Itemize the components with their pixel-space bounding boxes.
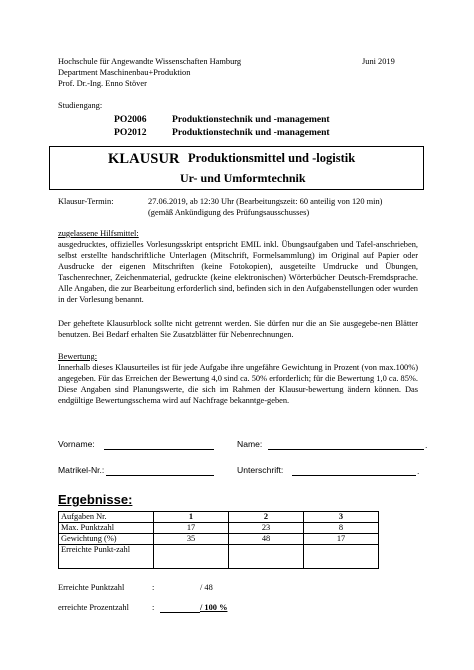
name-field[interactable] bbox=[268, 439, 424, 450]
klausur-label: KLAUSUR bbox=[108, 151, 180, 167]
table-row bbox=[59, 545, 379, 569]
table-row bbox=[59, 534, 379, 545]
klausurblock-text: Der geheftete Klausurblock sollte nicht getrennt werden. Sie dürfen nur die an Sie ausgegebe-nen Blätter benutzen. Bei Bedarf erhalten Sie Zusatzblätter für Nebenrechnungen. bbox=[58, 319, 418, 339]
course-name: Produktionstechnik und -management bbox=[172, 114, 330, 125]
punktzahl-colon: : bbox=[152, 583, 155, 592]
unterschrift-label: Unterschrift: bbox=[237, 465, 284, 475]
course-code: PO2006 bbox=[114, 114, 147, 125]
matrikel-field[interactable] bbox=[106, 465, 214, 476]
termin-value bbox=[148, 196, 428, 218]
exam-title-box bbox=[49, 146, 424, 190]
table-cell: 2 bbox=[229, 512, 304, 523]
course-line bbox=[114, 127, 330, 139]
score-input-cell[interactable] bbox=[304, 545, 379, 569]
table-cell: 48 bbox=[229, 534, 304, 545]
course-code: PO2012 bbox=[114, 127, 147, 138]
score-input-cell[interactable] bbox=[154, 545, 229, 569]
header-line: Department Maschinenbau+Produktion bbox=[58, 68, 191, 77]
table-row bbox=[59, 512, 379, 523]
table-row bbox=[59, 523, 379, 534]
score-input-cell[interactable] bbox=[229, 545, 304, 569]
table-cell: 1 bbox=[154, 512, 229, 523]
ergebnisse-heading: Ergebnisse: bbox=[58, 492, 133, 507]
termin-label: Klausur-Termin: bbox=[58, 197, 114, 206]
row-label: Erreichte Punkt-zahl bbox=[59, 545, 154, 569]
table-cell: 17 bbox=[304, 534, 379, 545]
punktzahl-value: / 48 bbox=[200, 583, 213, 592]
termin-line: 27.06.2019, ab 12:30 Uhr (Bearbeitungszeit: 60 anteilig von 120 min) bbox=[148, 197, 383, 206]
table-cell: 35 bbox=[154, 534, 229, 545]
bewertung-section bbox=[58, 351, 418, 406]
row-label: Max. Punktzahl bbox=[59, 523, 154, 534]
punktzahl-label: Erreichte Punktzahl bbox=[58, 583, 125, 592]
studiengang-label: Studiengang: bbox=[58, 101, 103, 110]
results-table bbox=[58, 511, 379, 569]
bewertung-text: Innerhalb dieses Klausurteiles ist für jede Aufgabe ihre ungefähre Gewichtung in Prozent (von max.100%) angegeben. Für das Erreichen der Bewertung 4,0 sind ca. 50% erforderlich; für die Bewertung 1,0 ca. 85%. Diese Angaben sind Planungswerte, die sich im Rahmen der Klausur-bewertung ändern können. Das endgültige Bewertungsschema wird auf Nachfrage bekanntge-geben. bbox=[58, 363, 418, 405]
name-label: Name: bbox=[237, 439, 263, 449]
unterschrift-line-end: . bbox=[417, 466, 420, 476]
table-cell: 3 bbox=[304, 512, 379, 523]
vorname-field[interactable] bbox=[104, 439, 214, 450]
table-cell: 8 bbox=[304, 523, 379, 534]
exam-title: Produktionsmittel und -logistik bbox=[188, 151, 356, 165]
course-line bbox=[114, 114, 330, 126]
klausurblock-section bbox=[58, 318, 418, 340]
vorname-label: Vorname: bbox=[58, 439, 95, 449]
matrikel-label: Matrikel-Nr.: bbox=[58, 465, 105, 475]
hilfsmittel-heading: zugelassene Hilfsmittel: bbox=[58, 229, 139, 238]
bewertung-heading: Bewertung: bbox=[58, 352, 98, 361]
exam-date-header: Juni 2019 bbox=[362, 57, 395, 66]
row-label: Gewichtung (%) bbox=[59, 534, 154, 545]
table-cell: 17 bbox=[154, 523, 229, 534]
prozent-label: erreichte Prozentzahl bbox=[58, 603, 129, 612]
table-cell: 23 bbox=[229, 523, 304, 534]
exam-subtitle: Ur- und Umformtechnik bbox=[180, 171, 306, 185]
hilfsmittel-text: ausgedrucktes, offizielles Vorlesungsskript entspricht EMIL inkl. Übungsaufgaben und Tafel-anschrieben, selbst erstellte handschriftliche Unterlagen (Mitschrift, Formelsammlung) im Original auf Papier oder Ausdrucke der eigenen Mitschriften (keine Fotokopien), ausgeteilte Umdrucke und Übungen, Taschenrechner, Zeichenmaterial, gedruckte (keine elektronischen) Wörterbücher Deutsch-Fremdsprache. Alle Angaben, die zur Bearbeitung erforderlich sind, befinden sich in den Aufgabenstellungen oder wurden in der Vorlesung benannt. bbox=[58, 240, 418, 304]
hilfsmittel-section bbox=[58, 228, 418, 305]
unterschrift-field[interactable] bbox=[292, 465, 416, 476]
prozent-colon: : bbox=[152, 603, 155, 612]
institution-header bbox=[58, 56, 241, 89]
course-name: Produktionstechnik und -management bbox=[172, 127, 330, 138]
prozent-value: / 100 % bbox=[200, 603, 228, 612]
name-line-end: . bbox=[425, 440, 428, 450]
termin-line: (gemäß Ankündigung des Prüfungsausschusses) bbox=[148, 208, 310, 217]
row-label: Aufgaben Nr. bbox=[59, 512, 154, 523]
header-line: Hochschule für Angewandte Wissenschaften Hamburg bbox=[58, 57, 242, 66]
header-line: Prof. Dr.-Ing. Enno Stöver bbox=[58, 79, 147, 88]
prozent-field[interactable] bbox=[160, 602, 200, 613]
